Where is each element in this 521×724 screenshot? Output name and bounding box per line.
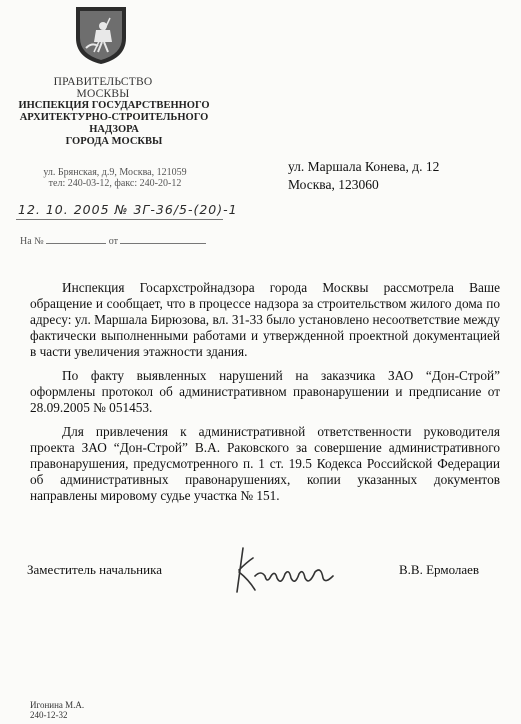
ref-number-blank [46, 234, 106, 244]
body-paragraph: Инспекция Госархстройнадзора города Москвы рассмотрела Ваше обращение и сообщает, что в процессе надзора за строительством жилого дома по адресу: ул. Маршала Бирюзова, вл. 31-33 было установлено несоответствие между фактически выполненными работами и утвержденной проектной документацией в части увеличения этажности здания. [30, 280, 500, 359]
executor-name: Игонина М.А. [30, 700, 85, 710]
issuing-authority [14, 100, 214, 148]
recipient-city: Москва, 123060 [288, 177, 379, 192]
recipient-address [288, 158, 498, 194]
body-paragraph: По факту выявленных нарушений на заказчика ЗАО “Дон-Строй” оформлены протокол об административном правонарушении и предписание от 28.09.2005 № 051453. [30, 368, 500, 415]
sender-street: ул. Брянская, д.9, Москва, 121059 [43, 167, 187, 178]
executor-info [30, 700, 84, 720]
sender-address [30, 167, 200, 189]
registration-number: 12. 10. 2005 № 3Г-36/5-(20)-1 [18, 202, 238, 217]
ref-prefix: На № [20, 236, 44, 247]
reference-line [20, 234, 206, 247]
handwritten-signature [225, 540, 345, 600]
signer-name: В.В. Ермолаев [399, 562, 480, 577]
executor-phone: 240-12-32 [30, 710, 68, 720]
authority-line: НАДЗОРА [89, 124, 139, 135]
recipient-street: ул. Маршала Конева, д. 12 [288, 159, 440, 174]
sender-phone: тел: 240-03-12, факс: 240-20-12 [48, 178, 182, 189]
divider [16, 219, 223, 220]
authority-line: АРХИТЕКТУРНО-СТРОИТЕЛЬНОГО [19, 112, 209, 123]
ref-from: от [108, 236, 118, 247]
signer-title: Заместитель начальника [27, 562, 162, 577]
letter-body [30, 280, 500, 512]
government-name: ПРАВИТЕЛЬСТВО МОСКВЫ [53, 76, 153, 100]
authority-line: ГОРОДА МОСКВЫ [65, 136, 163, 147]
body-paragraph: Для привлечения к административной ответственности руководителя проекта ЗАО “Дон-Строй” В.А. Раковского за совершение административного правонарушения, предусмотренного п. 1 ст. 19.5 Кодекса Российской Федерации об административных правонарушениях, копии указанных документов направлены мировому судье участка № 151. [30, 424, 500, 503]
moscow-coat-of-arms-icon [72, 4, 130, 66]
ref-date-blank [120, 234, 206, 244]
authority-line: ИНСПЕКЦИЯ ГОСУДАРСТВЕННОГО [18, 100, 210, 111]
